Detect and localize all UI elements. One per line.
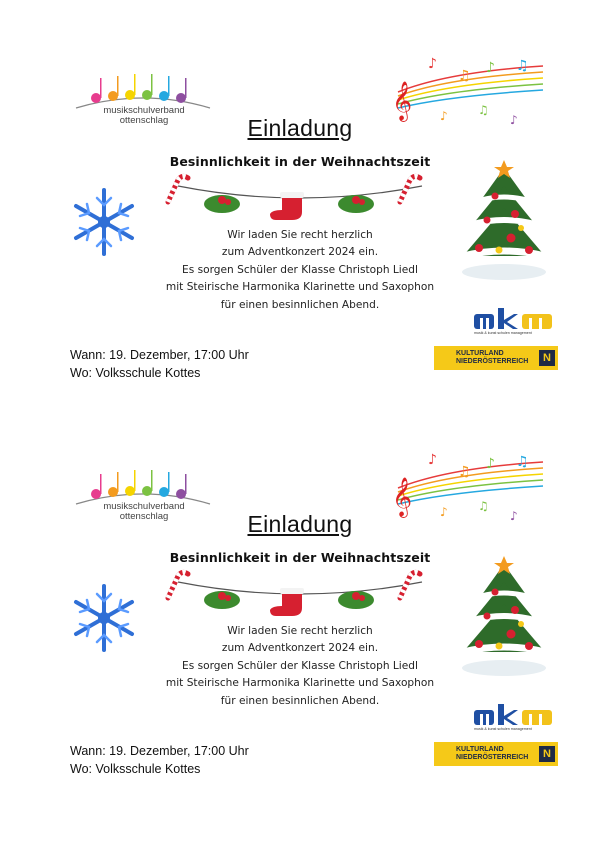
svg-text:𝄞: 𝄞	[392, 477, 413, 517]
event-where: Wo: Volksschule Kottes	[70, 366, 201, 380]
svg-text:𝄞: 𝄞	[392, 81, 413, 121]
body-line: Wir laden Sie recht herzlich	[227, 229, 373, 241]
logo-line-2: ottenschlag	[119, 511, 169, 522]
body-line: Wir laden Sie recht herzlich	[227, 625, 373, 637]
musikschulverband-logo-graphic	[68, 68, 218, 110]
event-where: Wo: Volksschule Kottes	[70, 762, 201, 776]
svg-text:♪: ♪	[440, 505, 448, 519]
svg-text:♪: ♪	[440, 109, 448, 123]
mkm-tagline: musik & kunst schulen management	[474, 331, 532, 335]
kulturland-logo	[434, 742, 558, 766]
logo-line-1: musikschulverband	[103, 501, 185, 512]
event-when: Wann: 19. Dezember, 17:00 Uhr	[70, 348, 249, 362]
kulturland-logo	[434, 346, 558, 370]
body-line: mit Steirische Harmonika Klarinette und Saxophon	[165, 677, 435, 690]
christmas-tree	[455, 158, 553, 282]
kulturland-line-2: NIEDERÖSTERREICH	[456, 754, 529, 761]
svg-text:♪: ♪	[486, 60, 495, 76]
musikschulverband-logo-graphic	[68, 464, 218, 506]
mkm-logo-graphic	[474, 702, 558, 726]
invitation-title: Einladung	[247, 511, 353, 537]
christmas-tree	[455, 554, 553, 678]
snowflake-icon	[68, 186, 140, 258]
svg-text:♪: ♪	[510, 113, 518, 127]
svg-text:♫: ♫	[516, 58, 529, 74]
svg-text:♫: ♫	[458, 68, 471, 84]
event-when: Wann: 19. Dezember, 17:00 Uhr	[70, 744, 249, 758]
mkm-logo-graphic	[474, 306, 558, 330]
kulturland-line-1: KULTURLAND	[456, 350, 504, 357]
christmas-garland	[160, 562, 440, 618]
body-line: für einen besinnlichen Abend.	[220, 694, 380, 707]
kulturland-badge: N	[539, 746, 555, 762]
svg-text:♫: ♫	[478, 103, 489, 117]
svg-text:♫: ♫	[516, 454, 529, 470]
invitation-flyer-2	[0, 396, 595, 792]
svg-text:♪: ♪	[428, 452, 437, 468]
body-line: zum Adventkonzert 2024 ein.	[221, 642, 379, 655]
logo-line-2: ottenschlag	[119, 115, 169, 126]
invitation-flyer-1	[0, 0, 595, 396]
event-info	[70, 346, 249, 382]
invitation-body	[150, 623, 450, 710]
body-line: zum Adventkonzert 2024 ein.	[221, 246, 379, 259]
svg-text:♪: ♪	[428, 56, 437, 72]
mkm-logo	[474, 306, 558, 338]
svg-text:♪: ♪	[510, 509, 518, 523]
kulturland-line-2: NIEDERÖSTERREICH	[456, 358, 529, 365]
body-line: für einen besinnlichen Abend.	[220, 298, 380, 311]
svg-text:♪: ♪	[486, 456, 495, 472]
event-info	[70, 742, 249, 778]
body-line: Es sorgen Schüler der Klasse Christoph Liedl	[182, 263, 418, 276]
svg-text:♫: ♫	[458, 464, 471, 480]
invitation-subtitle: Besinnlichkeit in der Weihnachtszeit	[169, 550, 431, 565]
body-line: mit Steirische Harmonika Klarinette und Saxophon	[165, 281, 435, 294]
christmas-garland	[160, 166, 440, 222]
snowflake-icon	[68, 582, 140, 654]
mkm-logo	[474, 702, 558, 734]
body-line: Es sorgen Schüler der Klasse Christoph Liedl	[182, 659, 418, 672]
invitation-subtitle: Besinnlichkeit in der Weihnachtszeit	[169, 154, 431, 169]
invitation-body	[150, 227, 450, 314]
kulturland-badge: N	[539, 350, 555, 366]
svg-text:♫: ♫	[478, 499, 489, 513]
logo-line-1: musikschulverband	[103, 105, 185, 116]
mkm-tagline: musik & kunst schulen management	[474, 727, 532, 731]
kulturland-line-1: KULTURLAND	[456, 746, 504, 753]
invitation-title: Einladung	[247, 115, 353, 141]
